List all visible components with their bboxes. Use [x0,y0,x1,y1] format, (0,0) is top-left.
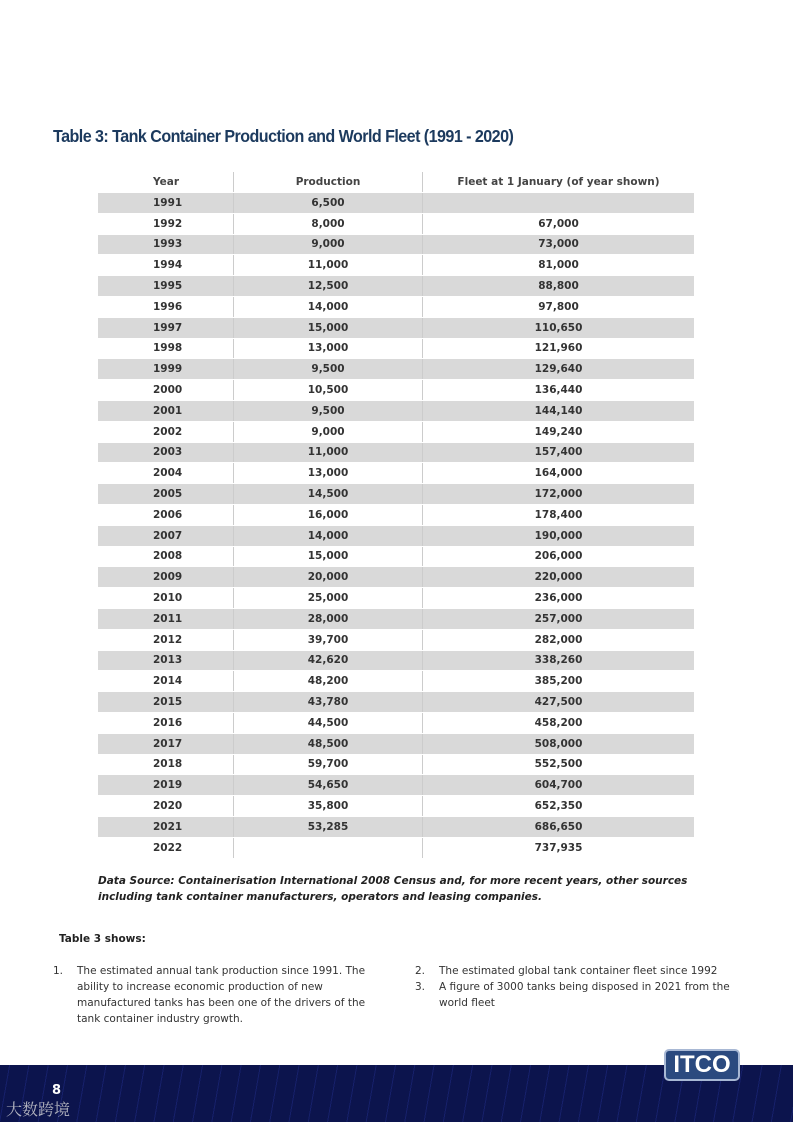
cell-production: 13,000 [234,339,423,359]
cell-production: 11,000 [234,443,423,463]
cell-fleet: 737,935 [534,841,583,854]
cell-year: 2009 [98,567,234,587]
table-header [98,172,694,193]
cell-fleet: 190,000 [534,529,583,542]
table-row [98,318,694,339]
cell-year: 1992 [98,214,234,234]
cell-fleet: 458,200 [534,716,583,729]
table-row [98,651,694,672]
cell-year: 2014 [98,671,234,691]
header-year: Year [98,172,234,192]
table-row [98,775,694,796]
cell-production: 16,000 [234,505,423,525]
table-row [98,422,694,443]
cell-fleet: 257,000 [534,612,583,625]
table-row [98,692,694,713]
cell-fleet: 149,240 [534,425,583,438]
cell-production: 6,500 [234,193,423,213]
cell-fleet: 686,650 [534,820,583,833]
cell-year: 2016 [98,713,234,733]
page-number: 8 [52,1083,62,1098]
cell-year: 1996 [98,297,234,317]
list-text: A figure of 3000 tanks being disposed in 2021 from the world fleet [439,981,730,1009]
cell-fleet: 652,350 [534,800,583,812]
cell-year: 2006 [98,505,234,525]
cell-year: 2019 [98,775,234,795]
cell-fleet: 67,000 [538,217,579,230]
table-row [98,255,694,276]
cell-fleet: 427,500 [534,696,583,709]
cell-fleet: 236,000 [534,592,583,605]
cell-production: 9,000 [234,422,423,442]
cell-production: 39,700 [234,630,423,650]
cell-fleet: 73,000 [538,238,579,251]
cell-year: 1995 [98,276,234,296]
cell-production: 25,000 [234,588,423,608]
cell-year: 2017 [98,734,234,754]
cell-fleet: 81,000 [538,259,579,272]
table-row [98,713,694,734]
table-row [98,609,694,630]
cell-fleet: 508,000 [534,737,583,750]
cell-production: 10,500 [234,380,423,400]
cell-fleet: 88,800 [538,280,579,293]
cell-production: 9,500 [234,401,423,421]
cell-year: 2013 [98,651,234,671]
data-source-note: Data Source: Containerisation International 2008 Census and, for more recent years, other sources including tank container manufacturers, operators and leasing companies. [98,875,688,903]
watermark: 大数跨境 [6,1100,71,1119]
cell-production: 48,500 [234,734,423,754]
cell-year: 2002 [98,422,234,442]
cell-fleet: 282,000 [534,633,583,646]
list-right [415,963,735,1011]
cell-production: 13,000 [234,463,423,483]
cell-production: 20,000 [234,567,423,587]
cell-fleet: 206,000 [534,550,583,563]
list-item [53,963,373,1027]
list-item [415,963,735,979]
cell-year: 1994 [98,255,234,275]
list-number: 1. [53,965,64,977]
cell-year: 2001 [98,401,234,421]
cell-year: 2012 [98,630,234,650]
cell-production [234,838,423,858]
table-row [98,567,694,588]
cell-fleet: 110,650 [534,321,583,334]
shows-heading: Table 3 shows: [59,933,146,945]
cell-year: 1991 [98,193,234,213]
table-row [98,505,694,526]
table-row [98,214,694,235]
cell-year: 2005 [98,484,234,504]
cell-production: 8,000 [234,214,423,234]
cell-fleet: 552,500 [534,758,583,771]
table-row [98,838,694,859]
table-row [98,193,694,214]
cell-production: 11,000 [234,255,423,275]
cell-production: 42,620 [234,651,423,671]
cell-year: 2018 [98,755,234,775]
table-row [98,359,694,380]
cell-year: 2004 [98,463,234,483]
table-row [98,734,694,755]
cell-production: 35,800 [234,796,423,816]
cell-production: 59,700 [234,755,423,775]
cell-year: 1998 [98,339,234,359]
cell-fleet: 157,400 [534,446,583,459]
cell-production: 12,500 [234,276,423,296]
list-text: The estimated annual tank production since 1991. The ability to increase economic production of new manufactured tanks has been one of the drivers of the tank container industry growth. [77,965,366,1025]
cell-production: 9,500 [234,359,423,379]
table-row [98,443,694,464]
cell-fleet: 220,000 [534,571,583,584]
list-text: The estimated global tank container fleet since 1992 [439,965,718,977]
cell-year: 2020 [98,796,234,816]
header-fleet: Fleet at 1 January (of year shown) [457,176,660,188]
cell-fleet: 144,140 [534,404,583,417]
table-row [98,796,694,817]
cell-fleet: 129,640 [534,363,583,376]
cell-fleet: 136,440 [534,384,583,397]
cell-production: 48,200 [234,671,423,691]
cell-year: 2015 [98,692,234,712]
cell-fleet: 172,000 [534,488,583,501]
cell-fleet: 178,400 [534,508,583,521]
cell-production: 54,650 [234,775,423,795]
cell-year: 1997 [98,318,234,338]
cell-fleet [423,193,694,213]
table-row [98,630,694,651]
cell-year: 2021 [98,817,234,837]
cell-fleet: 385,200 [534,675,583,688]
cell-production: 9,000 [234,235,423,255]
header-production: Production [234,172,423,192]
cell-production: 15,000 [234,547,423,567]
list-number: 2. [415,965,426,977]
cell-year: 2011 [98,609,234,629]
table-row [98,588,694,609]
cell-production: 14,000 [234,297,423,317]
cell-fleet: 338,260 [534,654,583,667]
table-row [98,380,694,401]
table-row [98,547,694,568]
table-row [98,671,694,692]
cell-year: 1993 [98,235,234,255]
table-row [98,235,694,256]
table-row [98,526,694,547]
table-row [98,463,694,484]
list-left [53,963,373,1027]
table-row [98,484,694,505]
cell-year: 2007 [98,526,234,546]
itco-logo: ITCO [664,1049,740,1081]
list-item [415,979,735,1011]
cell-production: 28,000 [234,609,423,629]
table-title: Table 3: Tank Container Production and World Fleet (1991 - 2020) [53,126,514,146]
cell-year: 2000 [98,380,234,400]
cell-production: 44,500 [234,713,423,733]
list-number: 3. [415,981,426,993]
cell-production: 53,285 [234,817,423,837]
table-row [98,276,694,297]
table-row [98,817,694,838]
cell-production: 15,000 [234,318,423,338]
cell-fleet: 97,800 [538,300,579,313]
cell-fleet: 121,960 [534,342,583,355]
cell-production: 14,000 [234,526,423,546]
table-row [98,339,694,360]
cell-year: 2010 [98,588,234,608]
cell-year: 2022 [98,838,234,858]
cell-fleet: 604,700 [534,779,583,792]
data-table [98,172,694,859]
table-row [98,755,694,776]
cell-year: 2003 [98,443,234,463]
cell-production: 14,500 [234,484,423,504]
cell-year: 1999 [98,359,234,379]
table-row [98,401,694,422]
table-row [98,297,694,318]
cell-year: 2008 [98,547,234,567]
cell-production: 43,780 [234,692,423,712]
cell-fleet: 164,000 [534,467,583,480]
